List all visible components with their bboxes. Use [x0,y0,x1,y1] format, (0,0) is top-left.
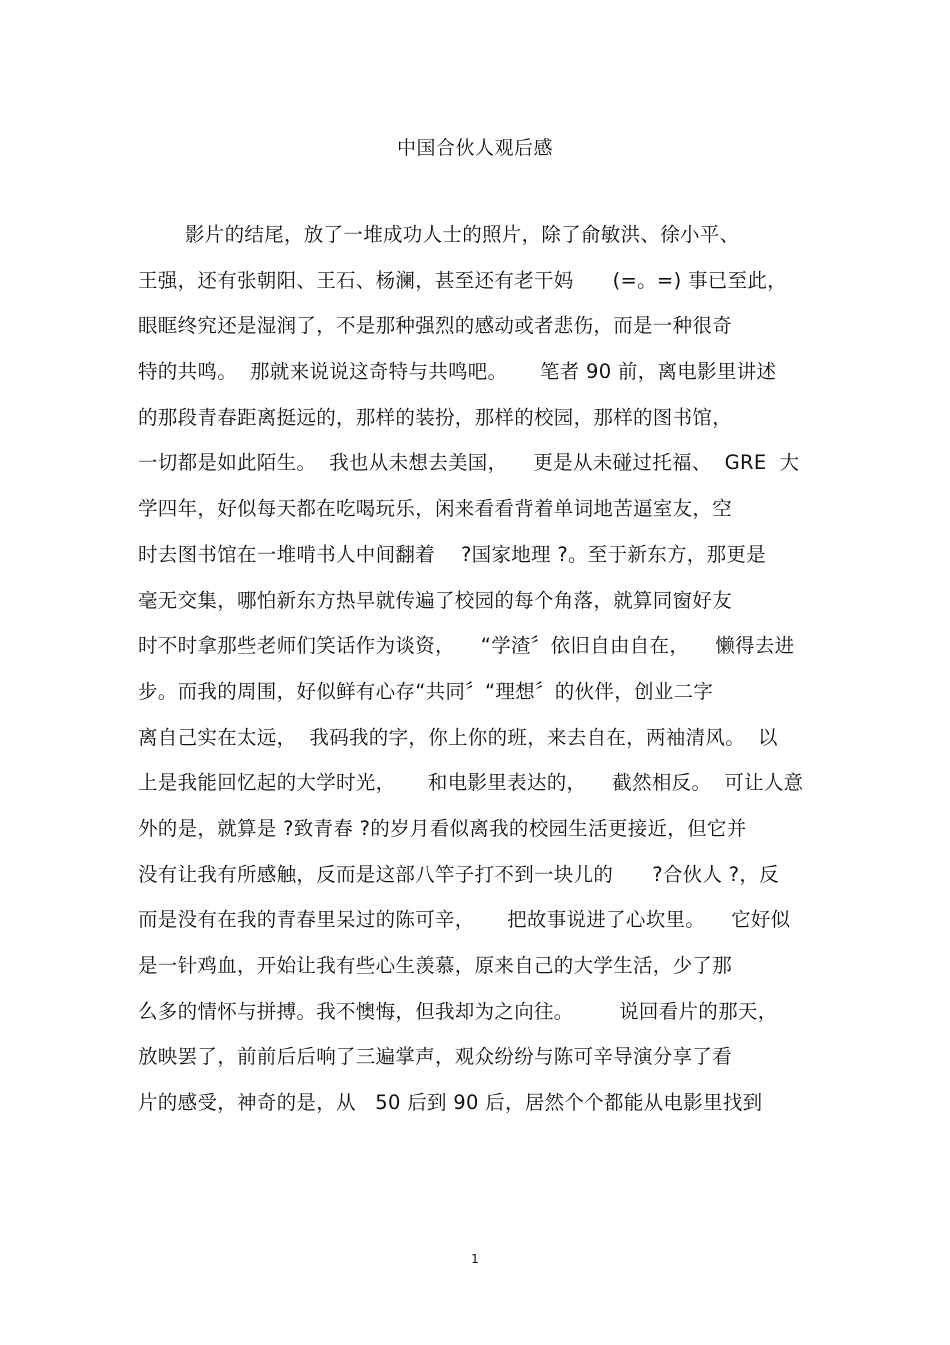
body-line-11: 步。而我的周围，好似鲜有心存“共同〞“理想〞的伙伴，创业二字 [138,679,714,703]
document-title: 中国合伙人观后感 [396,137,553,159]
body-line-19: 放映罢了，前前后后响了三遍掌声，观众纷纷与陈可辛导演分享了看 [138,1045,733,1069]
body-line-15: 没有让我有所感触，反而是这部八竿子打不到一块儿的 ?合伙人 ?，反 [138,862,779,886]
body-line-5: 的那段青春距离挺远的，那样的装扮，那样的校园，那样的图书馆， [138,405,733,429]
body-line-1: 影片的结尾，放了一堆成功人士的照片，除了俞敏洪、徐小平、 [185,223,740,246]
body-line-3: 眼眶终究还是湿润了，不是那种强烈的感动或者悲伤，而是一种很奇 [138,314,733,338]
body-line-6: 一切都是如此陌生。 我也从未想去美国， 更是从未碰过托福、 GRE 大 [138,451,800,475]
body-line-17: 是一针鸡血，开始让我有些心生羡慕，原来自己的大学生活，少了那 [138,954,733,977]
document-body [138,220,838,1134]
body-line-10: 时不时拿那些老师们笑话作为谈资， “学渣〞依旧自由自在， 懒得去进 [138,634,795,658]
body-line-18: 么多的情怀与拼搏。我不懊悔，但我却为之向往。 说回看片的那天， [138,999,778,1023]
body-line-14: 外的是，就算是 ?致青春 ?的岁月看似离我的校园生活更接近，但它并 [138,816,747,840]
body-line-13: 上是我能回忆起的大学时光， 和电影里表达的， 截然相反。 可让人意 [138,771,804,795]
body-line-9: 毫无交集，哪怕新东方热早就传遍了校园的每个角落，就算同窗好友 [138,588,733,612]
body-line-20: 片的感受，神奇的是，从 50 后到 90 后，居然个个都能从电影里找到 [138,1091,763,1115]
body-line-4: 特的共鸣。 那就来说说这奇特与共鸣吧。 笔者 90 前，离电影里讲述 [138,360,777,384]
body-line-12: 离自己实在太远， 我码我的字，你上你的班，来去自在，两袖清风。 以 [138,725,778,749]
body-line-8: 时去图书馆在一堆啃书人中间翻着 ?国家地理 ?。至于新东方，那更是 [138,542,766,566]
page-number: 1 [471,1252,479,1266]
body-line-2: 王强，还有张朝阳、王石、杨澜，甚至还有老干妈 (=。=) 事已至此， [138,268,787,292]
body-line-7: 学四年，好似每天都在吃喝玩乐，闲来看看背着单词地苦逼室友，空 [138,497,733,521]
body-line-16: 而是没有在我的青春里呆过的陈可辛， 把故事说进了心坎里。 它好似 [138,908,791,932]
